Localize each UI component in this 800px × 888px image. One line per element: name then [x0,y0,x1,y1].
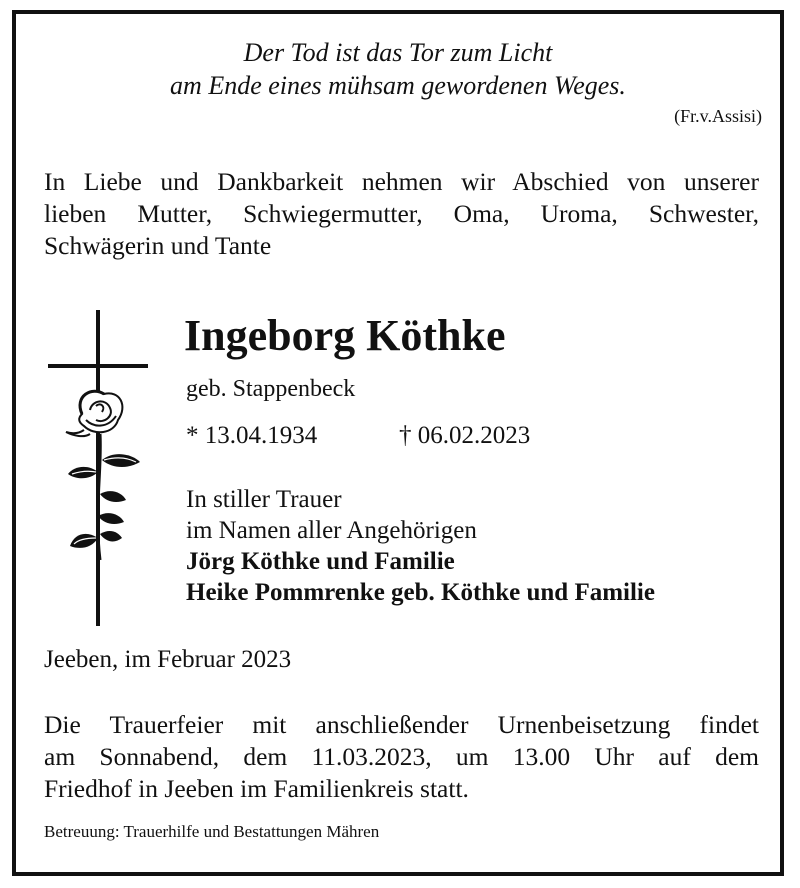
intro-line-1: In Liebe und Dankbarkeit nehmen wir Abschied von unserer [44,167,759,196]
intro-text [44,166,759,262]
place-date: Jeeben, im Februar 2023 [44,646,292,673]
quote [16,36,780,102]
life-dates [186,422,531,450]
cross-with-rose-icon [44,310,154,626]
service-line-1: Die Trauerfeier mit anschließender Urnenbeisetzung findet [44,710,759,739]
death-date: † 06.02.2023 [399,422,531,449]
quote-line-2: am Ende eines mühsam gewordenen Weges. [170,71,626,100]
mourners [186,484,655,608]
family-1: Jörg Köthke und Familie [186,548,455,575]
deceased-name: Ingeborg Köthke [184,311,506,360]
service-line-2: am Sonnabend, dem 11.03.2023, um 13.00 Uhr auf dem [44,742,759,771]
intro-line-3: Schwägerin und Tante [44,231,272,260]
born-name: geb. Stappenbeck [186,376,356,402]
service-info [44,709,759,805]
service-line-3: Friedhof in Jeeben im Familienkreis statt. [44,774,469,803]
intro-line-2: lieben Mutter, Schwiegermutter, Oma, Uroma, Schwester, [44,199,759,228]
quote-line-1: Der Tod ist das Tor zum Licht [243,38,553,67]
birth-date: * 13.04.1934 [186,422,318,449]
quote-source: (Fr.v.Assisi) [674,106,762,126]
obituary-frame [12,10,784,876]
mourners-line-2: im Namen aller Angehörigen [186,517,477,544]
mourners-line-1: In stiller Trauer [186,486,342,513]
family-2: Heike Pommrenke geb. Köthke und Familie [186,579,655,606]
funeral-home-credit: Betreuung: Trauerhilfe und Bestattungen Mähren [44,822,380,841]
